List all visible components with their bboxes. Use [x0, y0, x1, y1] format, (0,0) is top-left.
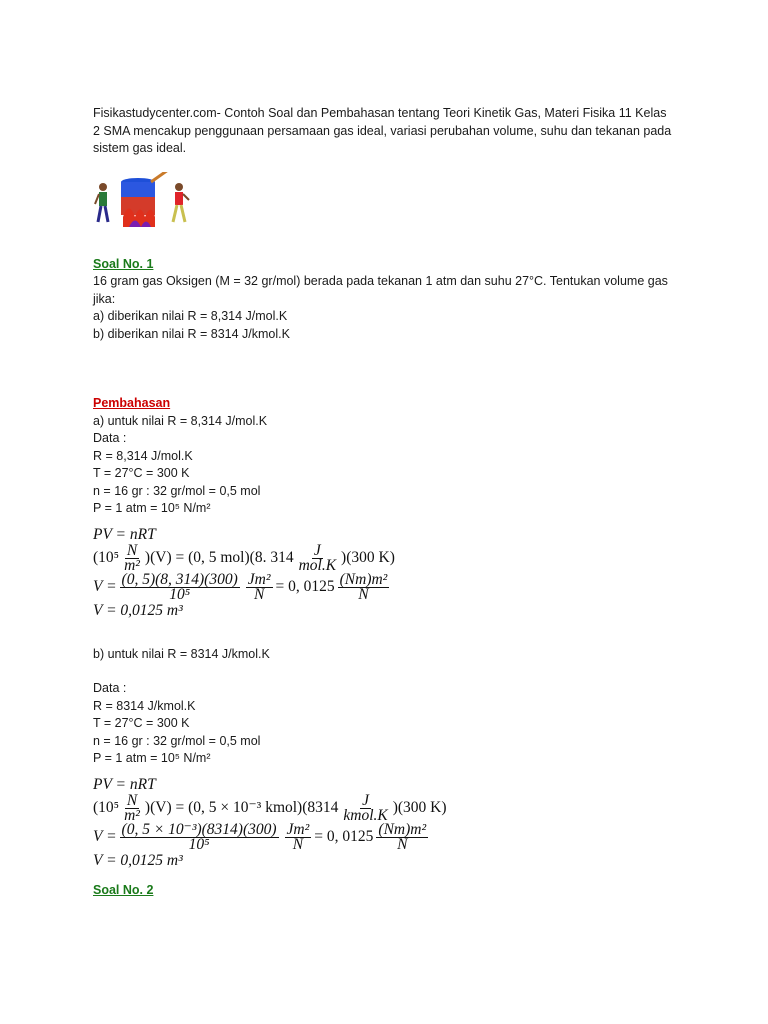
gas-experiment-illustration — [93, 172, 193, 242]
part-b-equations — [93, 776, 673, 870]
fraction-denominator: mol.K — [298, 556, 337, 574]
fraction-numerator: Jm² — [286, 820, 310, 838]
part-a-equations — [93, 526, 673, 620]
eq-text: )(V) = (0, 5 × 10⁻³ kmol)(8314 — [144, 799, 339, 816]
part-a-title: a) untuk nilai R = 8,314 J/mol.K — [93, 413, 268, 428]
fraction — [120, 570, 240, 603]
part-b-data-line: T = 27°C = 300 K — [93, 716, 190, 730]
eq-text: V = — [93, 828, 117, 845]
fraction-denominator: 10⁵ — [188, 835, 210, 853]
part-a-data-line: n = 16 gr : 32 gr/mol = 0,5 mol — [93, 483, 261, 498]
part-b-title: b) untuk nilai R = 8314 J/kmol.K — [93, 646, 270, 661]
fraction-denominator: N — [397, 835, 408, 853]
fraction — [285, 820, 312, 853]
fraction-numerator: (Nm)m² — [378, 820, 427, 838]
fraction — [338, 570, 390, 603]
fraction-numerator: (0, 5 × 10⁻³)(8314)(300) — [121, 820, 277, 838]
fraction-numerator: Jm² — [247, 570, 271, 588]
pembahasan-section — [93, 395, 673, 870]
equation-substitution — [93, 541, 673, 574]
fraction — [122, 791, 142, 824]
fraction-numerator: J — [313, 541, 321, 559]
soal-1-text: 16 gram gas Oksigen (M = 32 gr/mol) berada pada tekanan 1 atm dan suhu 27°C. Tentukan volume gas jika: — [93, 274, 668, 306]
soal-1-option-a: a) diberikan nilai R = 8,314 J/mol.K — [93, 309, 288, 323]
part-a-data-label: Data : — [93, 431, 127, 445]
fraction — [122, 541, 142, 574]
fraction-denominator: 10⁵ — [169, 585, 191, 603]
fraction-denominator: m² — [124, 806, 140, 824]
intro-paragraph: Fisikastudycenter.com- Contoh Soal dan Pembahasan tentang Teori Kinetik Gas, Materi Fisika 11 Kelas 2 SMA mencakup penggunaan persamaan gas ideal, variasi perubahan volume, suhu dan tekanan pada sistem gas ideal. — [93, 106, 672, 155]
fraction — [376, 820, 428, 853]
soal-1-heading: Soal No. 1 — [93, 256, 154, 271]
soal-1-section — [93, 256, 673, 344]
fraction-denominator: kmol.K — [343, 806, 388, 824]
eq-text: = 0, 0125 — [314, 828, 374, 845]
soal-2-heading: Soal No. 2 — [93, 882, 154, 897]
document-body — [93, 105, 673, 899]
equation-volume — [93, 820, 673, 853]
fraction-numerator: (0, 5)(8, 314)(300) — [121, 570, 238, 588]
equation-volume — [93, 570, 673, 603]
equation-result: V = 0,0125 m³ — [93, 601, 183, 619]
part-b-data-line: P = 1 atm = 10⁵ N/m² — [93, 751, 211, 765]
part-a-data-line: T = 27°C = 300 K — [93, 466, 190, 480]
fraction-denominator: m² — [124, 556, 140, 574]
eq-text: = 0, 0125 — [275, 578, 335, 595]
pembahasan-heading: Pembahasan — [93, 396, 171, 410]
fraction-denominator: N — [292, 835, 304, 853]
fraction-numerator: N — [126, 541, 138, 559]
fraction-denominator: N — [358, 585, 369, 603]
fraction-numerator: N — [126, 791, 138, 809]
equation-substitution — [93, 791, 673, 824]
fraction-denominator: N — [253, 585, 265, 603]
fraction — [297, 541, 338, 574]
eq-text: (10⁵ — [93, 799, 120, 816]
fraction — [120, 820, 279, 853]
soal-1-option-b: b) diberikan nilai R = 8314 J/kmol.K — [93, 326, 290, 341]
part-b-data-line: n = 16 gr : 32 gr/mol = 0,5 mol — [93, 733, 261, 748]
equation-ideal-gas: PV = nRT — [93, 775, 156, 793]
equation-result: V = 0,0125 m³ — [93, 851, 183, 869]
fraction-numerator: (Nm)m² — [339, 570, 388, 588]
eq-text: (10⁵ — [93, 549, 120, 566]
fraction — [341, 791, 389, 824]
fraction-numerator: J — [362, 791, 369, 809]
part-a-data-line: R = 8,314 J/mol.K — [93, 448, 193, 463]
soal-2-section — [93, 882, 673, 900]
part-a-data-line: P = 1 atm = 10⁵ N/m² — [93, 501, 211, 515]
eq-text: )(V) = (0, 5 mol)(8. 314 — [144, 549, 294, 566]
part-b-data-label: Data : — [93, 681, 127, 695]
eq-text: V = — [93, 578, 117, 595]
eq-text: )(300 K) — [392, 799, 447, 816]
eq-text: )(300 K) — [341, 549, 395, 566]
part-b-data-line: R = 8314 J/kmol.K — [93, 698, 196, 713]
fraction — [246, 570, 273, 603]
equation-ideal-gas: PV = nRT — [93, 525, 156, 543]
